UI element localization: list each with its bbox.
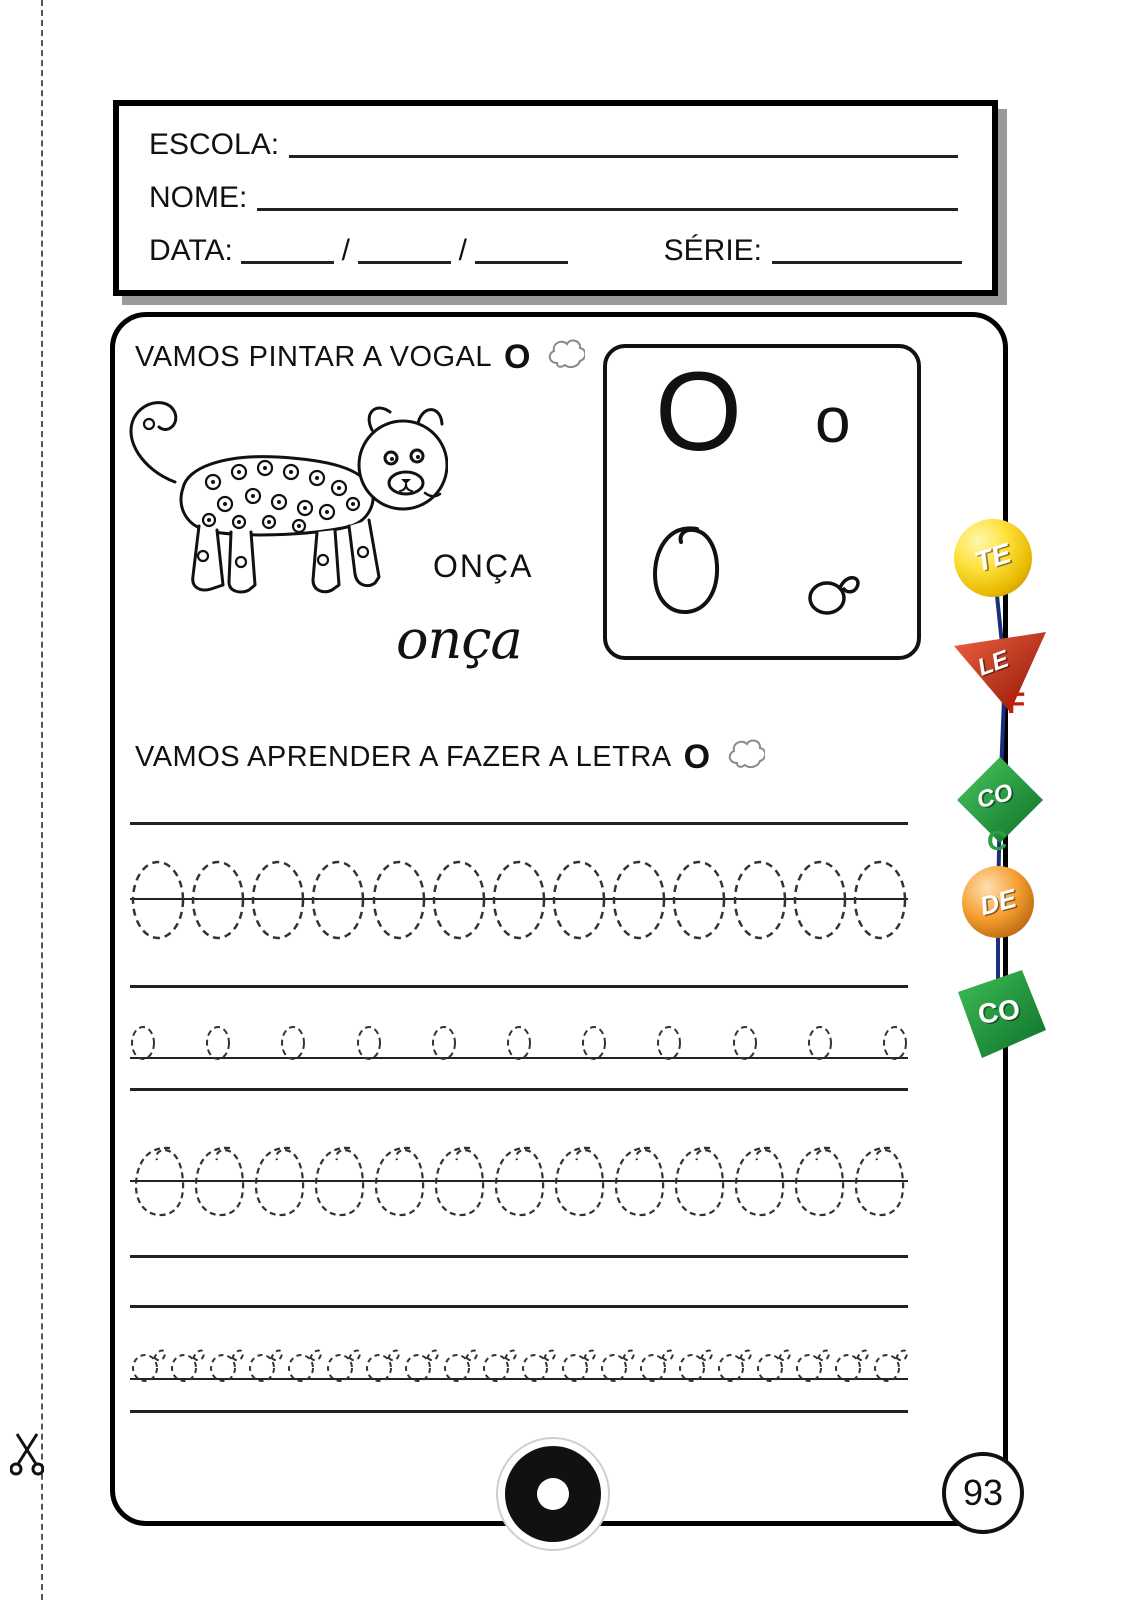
practice-row-cursive-lower-o[interactable] [130, 1335, 908, 1383]
animal-name-label: ONÇA [433, 548, 534, 584]
slash: / [458, 234, 467, 267]
practice-row-line[interactable] [130, 985, 908, 988]
cursive-uppercase-o [647, 520, 725, 623]
escola-write-line[interactable] [289, 155, 958, 158]
chain-polygon-green [948, 968, 1048, 1060]
data-day-line[interactable] [241, 261, 334, 264]
decoration-chain [935, 515, 1070, 1090]
nome-row [149, 181, 962, 215]
chain-label: TE [971, 537, 1015, 578]
letter-sample-box [603, 344, 921, 660]
paint-title-text: VAMOS PINTAR A VOGAL [135, 341, 493, 373]
paint-title-letter: O [504, 338, 531, 376]
nome-label: NOME: [149, 181, 248, 214]
chain-label: CO [973, 778, 1016, 815]
practice-row-line[interactable] [130, 1305, 908, 1308]
data-month-line[interactable] [358, 261, 451, 264]
donut-hole [537, 1478, 569, 1510]
write-title-letter: O [683, 738, 711, 776]
slash: / [341, 234, 350, 267]
animal-name-cursive: onça [396, 608, 522, 671]
practice-row-small-o[interactable] [130, 1012, 908, 1062]
practice-row-cursive-upper-o[interactable] [130, 1140, 908, 1220]
serie-write-line[interactable] [772, 261, 962, 264]
print-uppercase-o: O [655, 349, 743, 474]
chain-label: LE [974, 645, 1013, 682]
paint-section-title [135, 338, 585, 377]
page-number [942, 1452, 1024, 1534]
practice-row-line[interactable] [130, 1410, 908, 1413]
chain-ball-yellow [954, 519, 1032, 597]
practice-row-line[interactable] [130, 1255, 908, 1258]
escola-label: ESCOLA: [149, 128, 280, 161]
scissors-icon [10, 1430, 44, 1481]
data-serie-row [149, 234, 962, 268]
practice-row-line[interactable] [130, 1088, 908, 1091]
cut-guide-line [41, 0, 43, 1600]
chain-label: CO [975, 993, 1022, 1030]
student-info-box [113, 100, 998, 296]
serie-label: SÉRIE: [663, 234, 763, 267]
practice-row-big-o[interactable] [130, 855, 908, 941]
cursive-lowercase-o [803, 566, 865, 623]
page-number-text: 93 [962, 1472, 1004, 1513]
cloud-icon [543, 334, 585, 376]
practice-row-line[interactable] [130, 822, 908, 825]
print-lowercase-o: o [815, 384, 851, 456]
write-title-text: VAMOS APRENDER A FAZER A LETRA [135, 741, 672, 773]
escola-row [149, 128, 962, 162]
write-section-title [135, 738, 765, 777]
cloud-icon [723, 734, 765, 776]
letter-o-donut-icon [505, 1446, 601, 1542]
chain-label: DE [976, 882, 1020, 921]
nome-write-line[interactable] [257, 208, 958, 211]
data-year-line[interactable] [475, 261, 568, 264]
chain-ball-orange [962, 866, 1034, 938]
data-label: DATA: [149, 234, 233, 267]
jaguar-illustration[interactable] [113, 380, 448, 620]
chain-triangle-red [952, 630, 1048, 716]
chain-sublabel-c: C [987, 825, 1008, 856]
chain-sublabel-f: F [1007, 687, 1026, 720]
